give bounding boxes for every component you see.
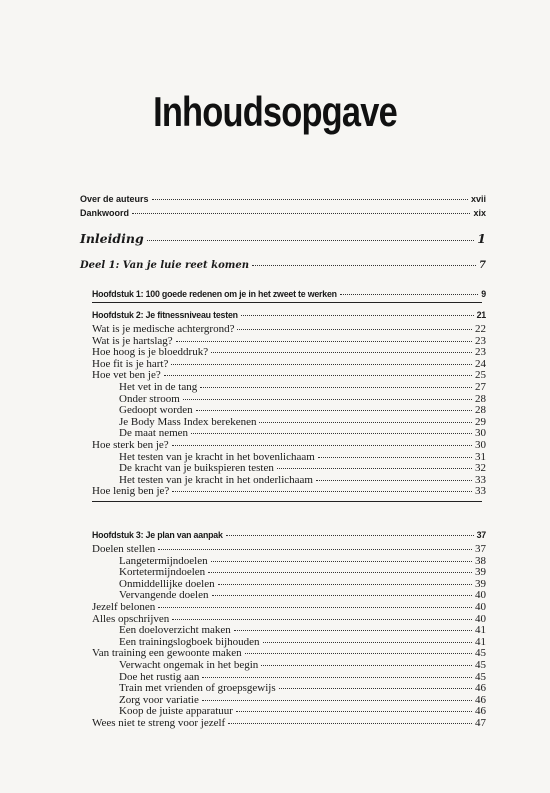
toc-entry-label: Hoe fit is je hart?	[92, 357, 169, 370]
toc-entry-subsection[interactable]	[119, 555, 486, 567]
toc-entry-label: Van training een gewoonte maken	[92, 647, 242, 660]
toc-entry-section[interactable]	[92, 439, 486, 451]
section-divider	[92, 302, 482, 303]
toc-entry-page: 30	[475, 427, 486, 440]
toc-entry-subsection[interactable]	[119, 462, 486, 474]
toc-entry-chapter[interactable]	[92, 310, 486, 320]
dot-leader	[279, 688, 472, 689]
dot-leader	[196, 410, 472, 411]
toc-entry-chapter[interactable]	[92, 289, 486, 299]
dot-leader	[228, 723, 472, 724]
toc-entry-section[interactable]	[92, 601, 486, 613]
dot-leader	[277, 468, 472, 469]
dot-leader	[237, 329, 472, 330]
toc-entry-page: 22	[475, 323, 486, 335]
toc-entry-introduction[interactable]	[80, 231, 486, 246]
toc-entry-label: Koop de juiste apparatuur	[119, 705, 233, 718]
toc-entry-page: 47	[475, 717, 486, 729]
toc-entry-subsection[interactable]	[119, 566, 486, 578]
toc-entry-page: 33	[475, 473, 486, 486]
toc-entry-page: 23	[475, 334, 486, 347]
dot-leader	[259, 422, 472, 423]
toc-entry-subsection[interactable]	[119, 416, 486, 428]
toc-entry-page: 21	[476, 310, 486, 320]
dot-leader	[202, 700, 472, 701]
dot-leader	[171, 364, 472, 365]
toc-entry-label: Onmiddellijke doelen	[119, 577, 215, 590]
toc-entry-page: xvii	[470, 194, 486, 204]
toc-entry-page: 39	[475, 577, 486, 590]
toc-entry-front-matter[interactable]	[80, 208, 486, 218]
toc-entry-page: 24	[475, 357, 486, 370]
toc-entry-subsection[interactable]	[119, 694, 486, 706]
toc-entry-section[interactable]	[92, 346, 486, 358]
toc-entry-label: Verwacht ongemak in het begin	[119, 659, 259, 671]
toc-entry-page: 27	[475, 381, 486, 393]
toc-entry-label: Een doeloverzicht maken	[119, 624, 231, 637]
toc-entry-label: Hoofdstuk 2: Je fitnessniveau testen	[92, 310, 238, 320]
toc-entry-subsection[interactable]	[119, 636, 486, 648]
dot-leader	[172, 619, 472, 620]
toc-entry-page: 23	[475, 346, 486, 359]
toc-entry-section[interactable]	[92, 543, 486, 555]
dot-leader	[164, 375, 472, 376]
toc-entry-label: Zorg voor variatie	[119, 693, 199, 706]
toc-entry-label: Doe het rustig aan	[119, 670, 200, 683]
toc-entry-page: 39	[475, 566, 486, 579]
dot-leader	[226, 535, 474, 536]
toc-entry-page: 45	[475, 659, 486, 671]
toc-entry-page: 25	[475, 369, 486, 382]
toc-entry-subsection[interactable]	[119, 624, 486, 636]
toc-entry-subsection[interactable]	[119, 682, 486, 694]
dot-leader	[340, 294, 478, 295]
toc-entry-subsection[interactable]	[119, 404, 486, 416]
toc-entry-label: Dankwoord	[80, 208, 130, 218]
toc-entry-page: 33	[475, 485, 486, 498]
toc-entry-page: 45	[475, 670, 486, 683]
dot-leader	[132, 213, 470, 214]
toc-entry-label: Wees niet te streng voor jezelf	[92, 717, 226, 729]
toc-entry-label: Wat is je hartslag?	[92, 334, 173, 347]
toc-entry-page: 37	[475, 543, 486, 555]
toc-entry-label: Alles opschrijven	[92, 612, 170, 625]
toc-entry-subsection[interactable]	[119, 474, 486, 486]
toc-entry-subsection[interactable]	[119, 705, 486, 717]
toc-entry-label: Hoe sterk ben je?	[92, 439, 169, 451]
dot-leader	[236, 711, 472, 712]
toc-entry-section[interactable]	[92, 647, 486, 659]
dot-leader	[200, 387, 472, 388]
toc-entry-subsection[interactable]	[119, 427, 486, 439]
toc-entry-label: Jezelf belonen	[92, 601, 156, 613]
toc-entry-part[interactable]	[80, 260, 486, 271]
toc-entry-page: 40	[475, 612, 486, 625]
toc-entry-label: Hoofdstuk 3: Je plan van aanpak	[92, 530, 223, 540]
toc-entry-label: Kortetermijndoelen	[119, 566, 206, 579]
dot-leader	[158, 607, 472, 608]
toc-entry-section[interactable]	[92, 369, 486, 381]
toc-entry-label: Hoofdstuk 1: 100 goede redenen om je in het zweet te werken	[92, 289, 337, 299]
toc-entry-label: Deel 1: Van je luie reet komen	[80, 260, 249, 271]
dot-leader	[147, 240, 475, 241]
toc-entry-chapter[interactable]	[92, 530, 486, 540]
toc-entry-page: 40	[475, 589, 486, 602]
toc-entry-subsection[interactable]	[119, 451, 486, 463]
page-title: Inhoudsopgave	[153, 88, 397, 135]
toc-entry-label: Hoe vet ben je?	[92, 369, 161, 382]
toc-entry-label: Het testen van je kracht in het bovenlichaam	[119, 450, 315, 463]
dot-leader	[176, 341, 472, 342]
dot-leader	[208, 572, 472, 573]
toc-entry-label: De maat nemen	[119, 427, 189, 440]
toc-entry-label: Je Body Mass Index berekenen	[119, 415, 257, 428]
toc-entry-page: 7	[479, 260, 486, 271]
toc-entry-label: Het vet in de tang	[119, 381, 198, 393]
toc-entry-label: Hoe hoog is je bloeddruk?	[92, 346, 209, 359]
toc-entry-page: 45	[475, 647, 486, 660]
toc-entry-label: Gedoopt worden	[119, 404, 193, 417]
toc-entry-subsection[interactable]	[119, 381, 486, 393]
section-divider	[92, 501, 482, 502]
dot-leader	[202, 677, 472, 678]
toc-entry-page: 31	[475, 450, 486, 463]
dot-leader	[152, 199, 468, 200]
toc-entry-page: 30	[475, 439, 486, 451]
dot-leader	[234, 630, 472, 631]
toc-entry-subsection[interactable]	[119, 659, 486, 671]
dot-leader	[261, 665, 472, 666]
dot-leader	[212, 595, 473, 596]
toc-entry-label: Train met vrienden of groepsgewijs	[119, 682, 276, 695]
toc-entry-page: 29	[475, 415, 486, 428]
toc-entry-label: Het testen van je kracht in het onderlichaam	[119, 473, 313, 486]
dot-leader	[318, 457, 472, 458]
dot-leader	[241, 315, 474, 316]
toc-entry-front-matter[interactable]	[80, 194, 486, 204]
toc-entry-page: 9	[481, 289, 486, 299]
dot-leader	[245, 653, 472, 654]
toc-entry-page: 46	[475, 682, 486, 695]
dot-leader	[172, 445, 472, 446]
toc-entry-label: Doelen stellen	[92, 543, 156, 555]
toc-entry-label: Onder stroom	[119, 392, 180, 405]
dot-leader	[218, 584, 472, 585]
toc-entry-label: Vervangende doelen	[119, 589, 209, 602]
toc-entry-subsection[interactable]	[119, 589, 486, 601]
toc-entry-page: 38	[475, 554, 486, 567]
toc-entry-page: xix	[473, 208, 486, 218]
toc-entry-label: Over de auteurs	[80, 194, 149, 204]
toc-entry-section[interactable]	[92, 717, 486, 729]
toc-entry-page: 28	[475, 392, 486, 405]
dot-leader	[316, 480, 472, 481]
toc-entry-section[interactable]	[92, 485, 486, 497]
toc-entry-page: 41	[475, 635, 486, 648]
toc-entry-label: Langetermijndoelen	[119, 554, 208, 567]
toc-entry-subsection[interactable]	[119, 578, 486, 590]
toc-entry-label: De kracht van je buikspieren testen	[119, 462, 274, 475]
toc-entry-page: 32	[475, 462, 486, 475]
toc-entry-section[interactable]	[92, 335, 486, 347]
toc-entry-label: Hoe lenig ben je?	[92, 485, 170, 498]
dot-leader	[211, 352, 472, 353]
dot-leader	[191, 433, 472, 434]
dot-leader	[183, 399, 472, 400]
toc-entry-label: Inleiding	[80, 231, 144, 246]
toc-entry-page: 41	[475, 624, 486, 637]
toc-entry-label: Wat is je medische achtergrond?	[92, 323, 235, 335]
toc-entry-subsection[interactable]	[119, 393, 486, 405]
toc-entry-page: 46	[475, 693, 486, 706]
dot-leader	[172, 491, 472, 492]
toc-entry-page: 40	[475, 601, 486, 613]
dot-leader	[211, 561, 472, 562]
toc-entry-page: 28	[475, 404, 486, 417]
toc-entry-section[interactable]	[92, 613, 486, 625]
toc-entry-subsection[interactable]	[119, 671, 486, 683]
dot-leader	[252, 265, 476, 266]
toc-entry-page: 1	[477, 231, 486, 246]
toc-entry-section[interactable]	[92, 323, 486, 335]
dot-leader	[158, 549, 472, 550]
dot-leader	[263, 642, 472, 643]
toc-entry-label: Een trainingslogboek bijhouden	[119, 635, 260, 648]
toc-entry-section[interactable]	[92, 358, 486, 370]
toc-entry-page: 46	[475, 705, 486, 718]
toc-entry-page: 37	[476, 530, 486, 540]
